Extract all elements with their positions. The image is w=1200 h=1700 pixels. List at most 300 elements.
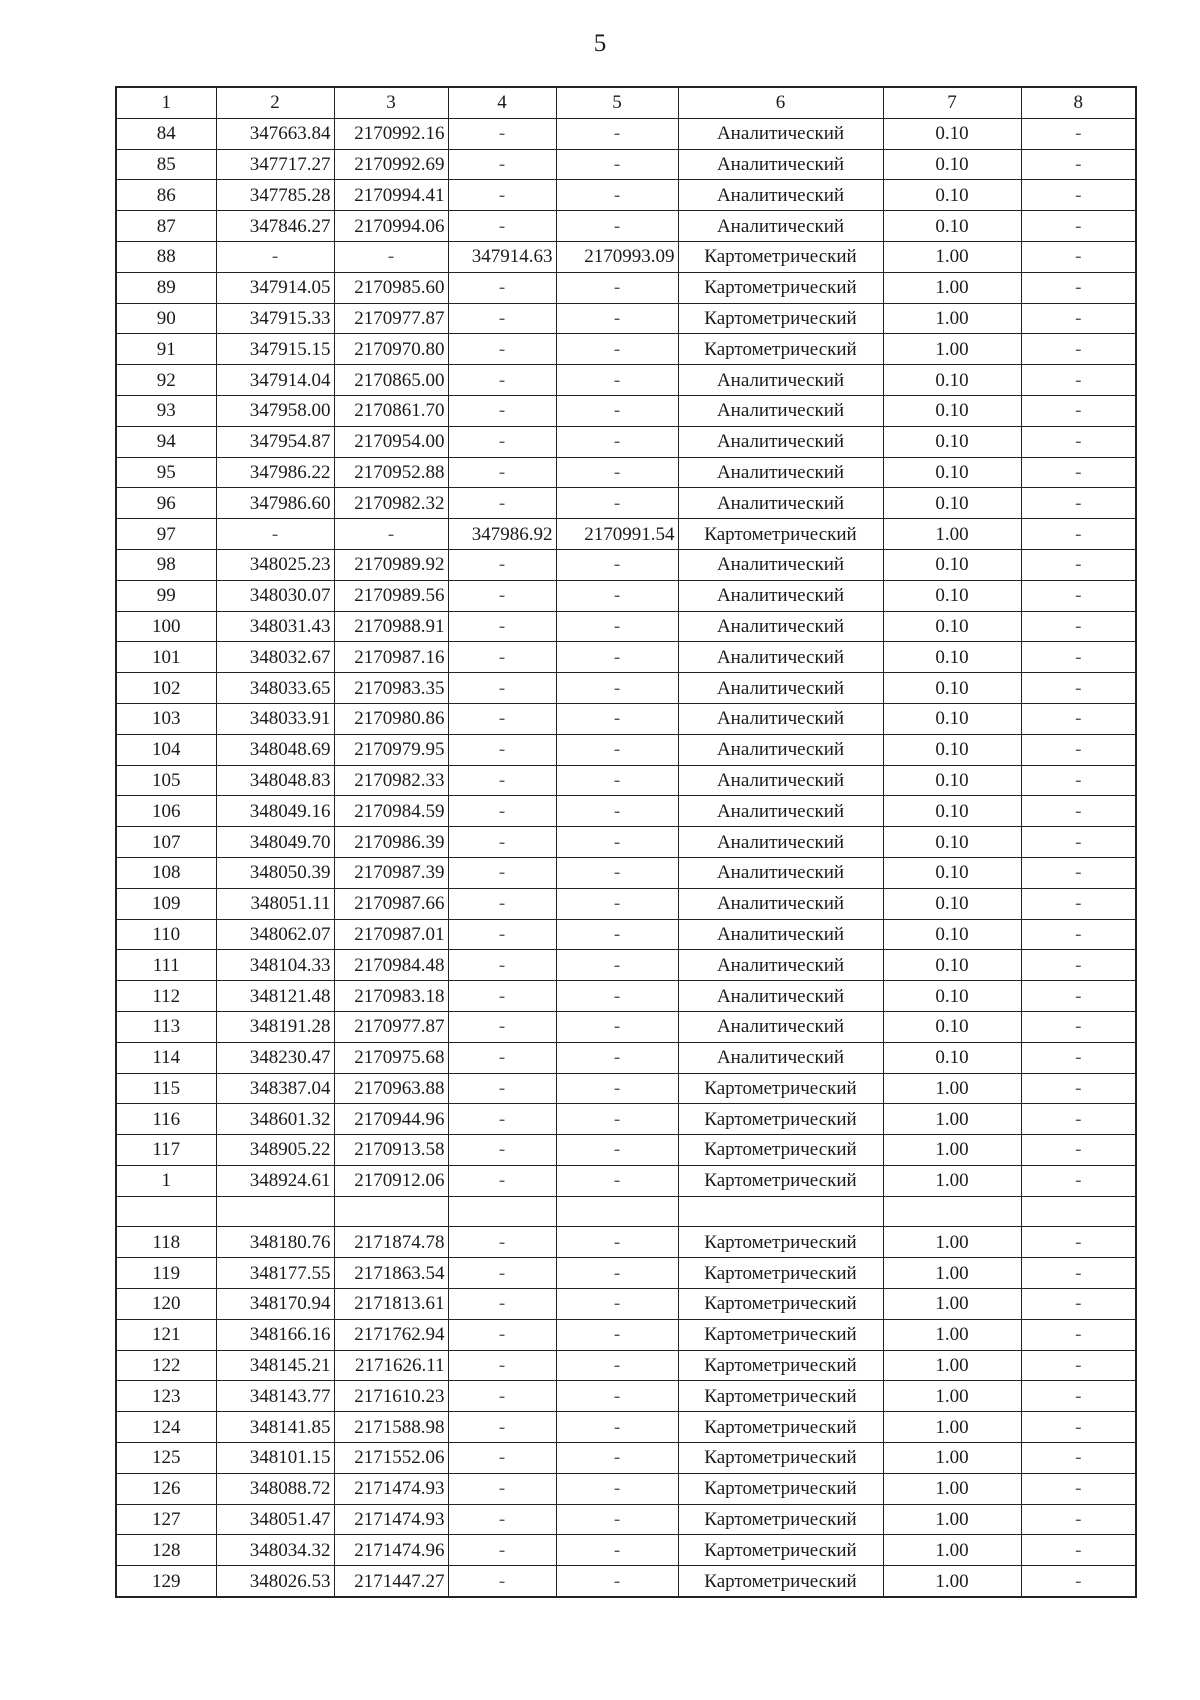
table-cell: 88 [116, 241, 216, 272]
table-cell [1021, 1196, 1136, 1227]
table-cell: Аналитический [678, 1011, 883, 1042]
table-cell: 0.10 [883, 580, 1021, 611]
table-cell: 348143.77 [216, 1381, 334, 1412]
table-cell: Картометрический [678, 1289, 883, 1320]
table-cell: 1.00 [883, 334, 1021, 365]
table-cell: - [556, 642, 678, 673]
table-cell: Аналитический [678, 457, 883, 488]
table-cell: Картометрический [678, 303, 883, 334]
table-cell: Аналитический [678, 149, 883, 180]
table-cell: 1.00 [883, 1104, 1021, 1135]
table-cell: Картометрический [678, 1412, 883, 1443]
table-cell: 1.00 [883, 1319, 1021, 1350]
table-cell: - [1021, 919, 1136, 950]
table-cell: 2170980.86 [334, 703, 448, 734]
table-cell: 119 [116, 1258, 216, 1289]
table-cell: - [1021, 1165, 1136, 1196]
table-cell: - [448, 488, 556, 519]
table-cell: - [448, 1412, 556, 1443]
table-cell: Картометрический [678, 1473, 883, 1504]
table-cell: - [556, 365, 678, 396]
table-cell: Аналитический [678, 734, 883, 765]
table-cell: 104 [116, 734, 216, 765]
header-cell: 7 [883, 87, 1021, 118]
table-cell: - [448, 457, 556, 488]
table-cell: 1.00 [883, 1289, 1021, 1320]
table-cell: - [1021, 519, 1136, 550]
table-cell: 348121.48 [216, 981, 334, 1012]
table-cell: 348033.65 [216, 673, 334, 704]
table-cell: - [1021, 765, 1136, 796]
table-cell: Картометрический [678, 1104, 883, 1135]
table-cell: - [556, 1073, 678, 1104]
table-cell: 0.10 [883, 365, 1021, 396]
table-cell: 2170993.09 [556, 241, 678, 272]
table-cell: 348030.07 [216, 580, 334, 611]
table-cell: - [556, 549, 678, 580]
table-cell: 2171874.78 [334, 1227, 448, 1258]
table-cell: - [448, 1535, 556, 1566]
table-cell: - [556, 857, 678, 888]
table-cell: - [1021, 981, 1136, 1012]
table-cell: - [1021, 580, 1136, 611]
table-cell: - [448, 180, 556, 211]
table-cell: 348177.55 [216, 1258, 334, 1289]
table-cell: 0.10 [883, 857, 1021, 888]
table-cell: - [1021, 796, 1136, 827]
table-row [116, 580, 1136, 611]
table-cell: 347958.00 [216, 395, 334, 426]
table-row [116, 395, 1136, 426]
table-cell: 2170984.48 [334, 950, 448, 981]
table-cell: 0.10 [883, 796, 1021, 827]
table-cell: 0.10 [883, 1042, 1021, 1073]
table-cell: - [556, 1381, 678, 1412]
table-cell: 2171447.27 [334, 1566, 448, 1597]
table-cell: Аналитический [678, 180, 883, 211]
table-cell: - [556, 1104, 678, 1135]
table-cell: 348034.32 [216, 1535, 334, 1566]
table-row [116, 272, 1136, 303]
table-cell: 1.00 [883, 303, 1021, 334]
table-row [116, 1535, 1136, 1566]
table-row [116, 180, 1136, 211]
table-cell: - [1021, 642, 1136, 673]
table-cell: - [1021, 1319, 1136, 1350]
table-cell: 2170982.32 [334, 488, 448, 519]
table-row [116, 642, 1136, 673]
table-cell: - [448, 1258, 556, 1289]
table-cell: Картометрический [678, 1135, 883, 1166]
table-cell: - [1021, 211, 1136, 242]
table-cell: - [1021, 149, 1136, 180]
table-cell: - [448, 426, 556, 457]
table-cell: 0.10 [883, 1011, 1021, 1042]
table-cell: 118 [116, 1227, 216, 1258]
table-cell: 2171610.23 [334, 1381, 448, 1412]
table-cell: 2170983.18 [334, 981, 448, 1012]
table-cell: 348145.21 [216, 1350, 334, 1381]
table-cell: - [556, 703, 678, 734]
table-row [116, 1104, 1136, 1135]
table-cell: Аналитический [678, 950, 883, 981]
table-cell: - [556, 919, 678, 950]
table-cell: 348191.28 [216, 1011, 334, 1042]
table-cell: 2171588.98 [334, 1412, 448, 1443]
table-cell: 90 [116, 303, 216, 334]
table-cell [448, 1196, 556, 1227]
table-cell: 347915.15 [216, 334, 334, 365]
table-cell: 1.00 [883, 1535, 1021, 1566]
table-cell [678, 1196, 883, 1227]
table-cell: 348033.91 [216, 703, 334, 734]
table-cell: 100 [116, 611, 216, 642]
table-cell: 1.00 [883, 1504, 1021, 1535]
table-cell: 2170988.91 [334, 611, 448, 642]
table-cell: 348051.11 [216, 888, 334, 919]
table-cell: - [1021, 1073, 1136, 1104]
table-cell: - [1021, 1011, 1136, 1042]
table-cell: 0.10 [883, 703, 1021, 734]
table-cell: - [1021, 272, 1136, 303]
table-row [116, 827, 1136, 858]
table-cell: Аналитический [678, 580, 883, 611]
table-cell: - [1021, 1535, 1136, 1566]
table-row [116, 765, 1136, 796]
table-cell: 108 [116, 857, 216, 888]
table-cell: Аналитический [678, 365, 883, 396]
table-cell: - [556, 888, 678, 919]
table-cell: - [448, 950, 556, 981]
table-cell: - [448, 1566, 556, 1597]
table-cell: - [556, 395, 678, 426]
table-row [116, 703, 1136, 734]
table-cell: - [556, 426, 678, 457]
table-cell: - [448, 857, 556, 888]
table-cell: - [556, 334, 678, 365]
table-cell: 2170984.59 [334, 796, 448, 827]
table-row [116, 796, 1136, 827]
table-cell: - [1021, 1135, 1136, 1166]
table-cell: 2170912.06 [334, 1165, 448, 1196]
table-cell: - [556, 673, 678, 704]
table-cell: 348032.67 [216, 642, 334, 673]
table-cell: 1.00 [883, 1443, 1021, 1474]
table-cell: Аналитический [678, 857, 883, 888]
table-cell: Картометрический [678, 1566, 883, 1597]
table-cell: 0.10 [883, 734, 1021, 765]
table-cell: 348230.47 [216, 1042, 334, 1073]
table-cell: 347986.22 [216, 457, 334, 488]
table-cell: 348049.16 [216, 796, 334, 827]
table-cell: 2170989.92 [334, 549, 448, 580]
table-cell: Картометрический [678, 1258, 883, 1289]
table-cell: Аналитический [678, 765, 883, 796]
table-cell: Аналитический [678, 827, 883, 858]
table-cell: - [448, 1073, 556, 1104]
table-cell: 1.00 [883, 1412, 1021, 1443]
table-cell [556, 1196, 678, 1227]
table-cell: 348101.15 [216, 1443, 334, 1474]
table-cell: 98 [116, 549, 216, 580]
table-row [116, 118, 1136, 149]
table-cell: 0.10 [883, 149, 1021, 180]
table-cell: 1.00 [883, 1227, 1021, 1258]
table-cell: Аналитический [678, 981, 883, 1012]
table-cell: - [1021, 1289, 1136, 1320]
table-cell: - [448, 1165, 556, 1196]
table-cell: 0.10 [883, 611, 1021, 642]
table-cell: 110 [116, 919, 216, 950]
table-cell: 2170986.39 [334, 827, 448, 858]
table-cell: 112 [116, 981, 216, 1012]
table-cell: 2171863.54 [334, 1258, 448, 1289]
table-cell: 2171474.93 [334, 1504, 448, 1535]
table-cell: - [1021, 241, 1136, 272]
table-cell: 2170989.56 [334, 580, 448, 611]
table-row [116, 334, 1136, 365]
table-cell: 0.10 [883, 549, 1021, 580]
table-row [116, 1258, 1136, 1289]
table-cell: - [556, 1566, 678, 1597]
table-cell: - [556, 981, 678, 1012]
table-cell: - [1021, 1381, 1136, 1412]
table-row [116, 1135, 1136, 1166]
table-cell: - [448, 919, 556, 950]
header-cell: 2 [216, 87, 334, 118]
table-cell: 0.10 [883, 642, 1021, 673]
table-cell: - [448, 673, 556, 704]
table-row [116, 1042, 1136, 1073]
table-cell: 122 [116, 1350, 216, 1381]
table-cell: - [556, 1289, 678, 1320]
table-cell: 95 [116, 457, 216, 488]
table-row [116, 1319, 1136, 1350]
table-cell: - [556, 1165, 678, 1196]
table-cell: - [1021, 365, 1136, 396]
table-cell: - [556, 950, 678, 981]
table-cell: 1.00 [883, 1073, 1021, 1104]
table-cell: - [1021, 426, 1136, 457]
table-cell: 2170913.58 [334, 1135, 448, 1166]
table-cell: - [556, 1319, 678, 1350]
table-cell: 2171762.94 [334, 1319, 448, 1350]
table-cell: 348088.72 [216, 1473, 334, 1504]
table-cell: 121 [116, 1319, 216, 1350]
table-cell: - [448, 734, 556, 765]
table-cell: - [448, 1319, 556, 1350]
table-row [116, 211, 1136, 242]
table-cell: 115 [116, 1073, 216, 1104]
table-cell: 106 [116, 796, 216, 827]
table-cell: 1.00 [883, 519, 1021, 550]
table-cell: - [556, 303, 678, 334]
table-cell: 348051.47 [216, 1504, 334, 1535]
table-body [116, 118, 1136, 1597]
table-cell: 120 [116, 1289, 216, 1320]
table-cell [116, 1196, 216, 1227]
table-cell: 1.00 [883, 1473, 1021, 1504]
table-cell: 2171626.11 [334, 1350, 448, 1381]
table-cell: - [556, 1042, 678, 1073]
table-cell: 1.00 [883, 1258, 1021, 1289]
table-cell: - [556, 1443, 678, 1474]
table-cell: 1 [116, 1165, 216, 1196]
table-cell: 2170944.96 [334, 1104, 448, 1135]
table-cell: - [1021, 395, 1136, 426]
table-cell: - [448, 611, 556, 642]
table-cell: - [1021, 303, 1136, 334]
table-cell: 0.10 [883, 426, 1021, 457]
table-cell: - [556, 1412, 678, 1443]
table-cell: - [556, 211, 678, 242]
table-cell: Картометрический [678, 241, 883, 272]
table-cell: - [1021, 1473, 1136, 1504]
table-cell: - [1021, 703, 1136, 734]
table-cell: 2170987.39 [334, 857, 448, 888]
table-cell: Картометрический [678, 1227, 883, 1258]
table-cell: Картометрический [678, 334, 883, 365]
table-cell: - [448, 1227, 556, 1258]
table-cell: 348104.33 [216, 950, 334, 981]
table-cell: 348026.53 [216, 1566, 334, 1597]
table-row [116, 673, 1136, 704]
table-cell: 348050.39 [216, 857, 334, 888]
table-cell: 0.10 [883, 919, 1021, 950]
header-cell: 1 [116, 87, 216, 118]
table-cell: 113 [116, 1011, 216, 1042]
table-cell: - [448, 703, 556, 734]
table-cell: 347914.05 [216, 272, 334, 303]
table-row [116, 241, 1136, 272]
table-cell: - [1021, 1104, 1136, 1135]
table-cell: - [556, 149, 678, 180]
table-cell: Аналитический [678, 118, 883, 149]
table-cell: 0.10 [883, 673, 1021, 704]
table-cell: Аналитический [678, 426, 883, 457]
table-cell: - [1021, 950, 1136, 981]
table-row [116, 1073, 1136, 1104]
table-cell: 127 [116, 1504, 216, 1535]
table-cell: 91 [116, 334, 216, 365]
table-cell: 0.10 [883, 765, 1021, 796]
table-cell: - [448, 1042, 556, 1073]
table-cell: - [334, 519, 448, 550]
table-cell: - [1021, 1258, 1136, 1289]
table-row [116, 549, 1136, 580]
table-cell: - [556, 827, 678, 858]
header-cell: 4 [448, 87, 556, 118]
table-cell: 1.00 [883, 1165, 1021, 1196]
table-cell: - [1021, 673, 1136, 704]
table-row [116, 1350, 1136, 1381]
table-cell: 97 [116, 519, 216, 550]
table-cell: - [1021, 180, 1136, 211]
table-cell: - [1021, 488, 1136, 519]
table-cell: 1.00 [883, 272, 1021, 303]
table-cell: Аналитический [678, 673, 883, 704]
table-cell: - [448, 765, 556, 796]
table-cell: 2171474.93 [334, 1473, 448, 1504]
table-cell: 1.00 [883, 241, 1021, 272]
table-cell: - [556, 272, 678, 303]
table-cell: - [556, 734, 678, 765]
table-cell: 1.00 [883, 1381, 1021, 1412]
table-cell: 347986.60 [216, 488, 334, 519]
table-cell: Аналитический [678, 549, 883, 580]
table-row [116, 611, 1136, 642]
table-cell: Аналитический [678, 395, 883, 426]
table-row [116, 457, 1136, 488]
table-cell: 347914.04 [216, 365, 334, 396]
header-cell: 5 [556, 87, 678, 118]
table-cell: 2170982.33 [334, 765, 448, 796]
table-cell: - [1021, 118, 1136, 149]
table-row [116, 1504, 1136, 1535]
table-cell: - [448, 1350, 556, 1381]
table-cell: Картометрический [678, 519, 883, 550]
header-cell: 8 [1021, 87, 1136, 118]
table-cell: 2170865.00 [334, 365, 448, 396]
table-cell: - [448, 1443, 556, 1474]
table-cell: 125 [116, 1443, 216, 1474]
table-cell: - [1021, 827, 1136, 858]
table-cell: 101 [116, 642, 216, 673]
table-cell: - [1021, 734, 1136, 765]
table-cell: 109 [116, 888, 216, 919]
table-cell: Аналитический [678, 488, 883, 519]
table-cell: 348141.85 [216, 1412, 334, 1443]
table-cell: - [556, 488, 678, 519]
table-cell: 347785.28 [216, 180, 334, 211]
table-cell: - [556, 180, 678, 211]
table-cell: 348387.04 [216, 1073, 334, 1104]
table-cell: 87 [116, 211, 216, 242]
table-cell: - [448, 211, 556, 242]
table-cell [334, 1196, 448, 1227]
header-cell: 6 [678, 87, 883, 118]
table-cell: 89 [116, 272, 216, 303]
table-cell: 347915.33 [216, 303, 334, 334]
table-cell: 2170970.80 [334, 334, 448, 365]
table-row [116, 1381, 1136, 1412]
table-cell: - [556, 580, 678, 611]
table-row [116, 1196, 1136, 1227]
table-cell: 84 [116, 118, 216, 149]
table-cell: - [1021, 1566, 1136, 1597]
table-cell: 2170992.69 [334, 149, 448, 180]
table-cell: Картометрический [678, 272, 883, 303]
table-cell: 124 [116, 1412, 216, 1443]
table-cell: Аналитический [678, 796, 883, 827]
table-cell: Аналитический [678, 1042, 883, 1073]
table-cell: 116 [116, 1104, 216, 1135]
table-cell: 96 [116, 488, 216, 519]
table-row [116, 1289, 1136, 1320]
table-cell: - [448, 549, 556, 580]
table-cell: 117 [116, 1135, 216, 1166]
table-cell: 347663.84 [216, 118, 334, 149]
table-row [116, 1473, 1136, 1504]
table-row [116, 303, 1136, 334]
table-cell: - [448, 1011, 556, 1042]
table-cell: - [556, 765, 678, 796]
table-cell: 1.00 [883, 1350, 1021, 1381]
table-row [116, 1443, 1136, 1474]
table-cell: 92 [116, 365, 216, 396]
table-cell: - [1021, 1042, 1136, 1073]
table-cell: 0.10 [883, 180, 1021, 211]
